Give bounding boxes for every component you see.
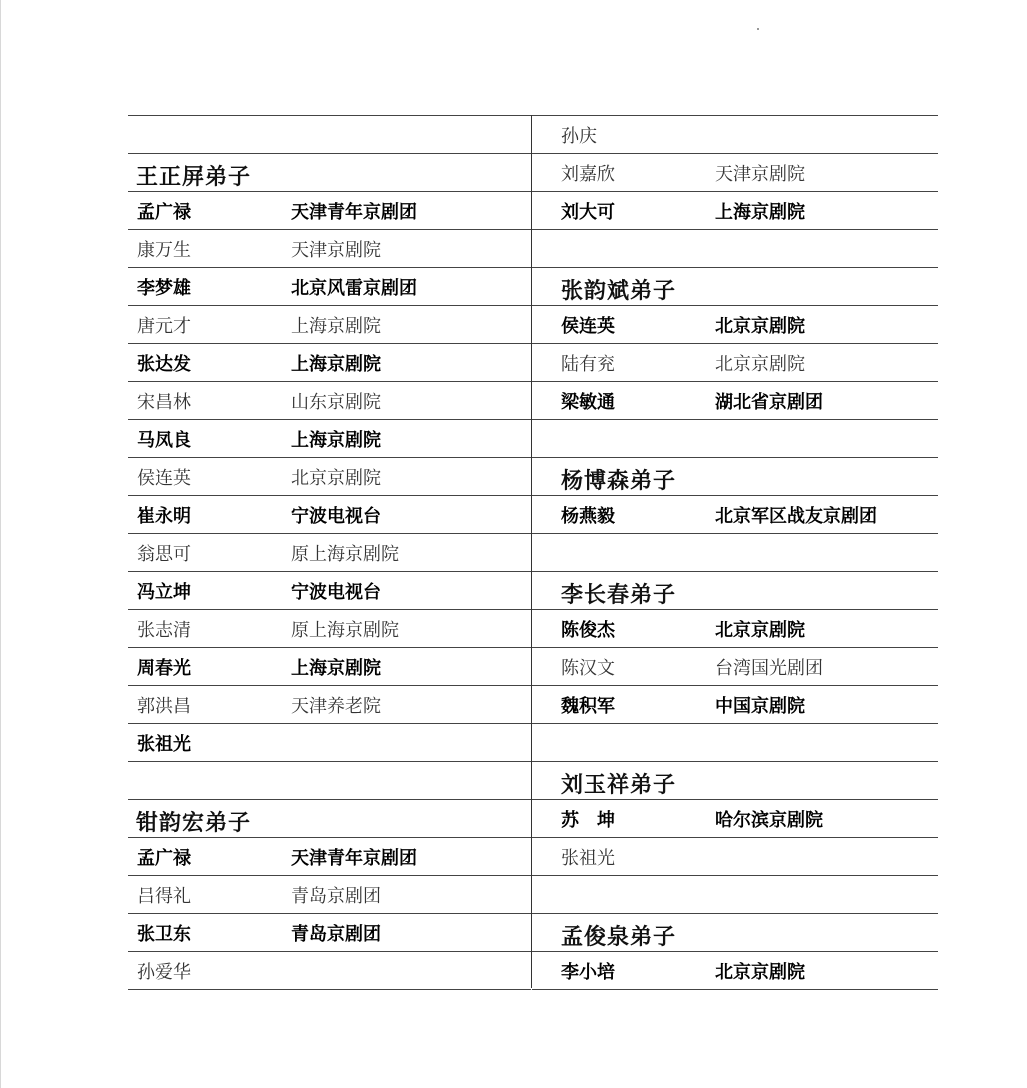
table-row	[532, 115, 938, 154]
table-row	[128, 610, 531, 648]
disciple-name: 李梦雄	[137, 277, 191, 299]
section-heading-row	[532, 268, 938, 306]
left-column	[128, 115, 531, 990]
blank-row	[532, 724, 938, 762]
table-row	[128, 534, 531, 572]
disciple-name: 杨燕毅	[561, 505, 615, 527]
disciple-name: 冯立坤	[137, 581, 191, 603]
disciple-name: 周春光	[137, 657, 191, 679]
disciple-name: 孙庆	[561, 125, 597, 147]
disciple-name: 宋昌林	[137, 391, 191, 413]
table-row	[532, 686, 938, 724]
troupe-name: 台湾国光剧团	[715, 657, 823, 679]
disciple-name: 张祖光	[137, 733, 191, 755]
troupe-name: 青岛京剧团	[291, 885, 381, 907]
disciple-name: 陈俊杰	[561, 619, 615, 641]
troupe-name: 上海京剧院	[291, 429, 381, 451]
disciple-name: 吕得礼	[137, 885, 191, 907]
disciple-name: 翁思可	[137, 543, 191, 565]
table-row	[532, 952, 938, 990]
table-row	[128, 382, 531, 420]
page-left-edge	[0, 0, 1, 1088]
disciple-name: 侯连英	[137, 467, 191, 489]
troupe-name: 青岛京剧团	[291, 923, 381, 945]
table-row	[128, 306, 531, 344]
table-row	[532, 154, 938, 192]
table-row	[128, 230, 531, 268]
troupe-name: 湖北省京剧团	[715, 391, 823, 413]
section-heading-row	[532, 572, 938, 610]
section-heading: 张韵斌弟子	[561, 278, 677, 304]
disciple-name: 魏积军	[561, 695, 615, 717]
table-row	[128, 192, 531, 230]
blank-row	[128, 762, 531, 800]
right-column	[532, 115, 938, 990]
disciple-name: 张达发	[137, 353, 191, 375]
disciple-name: 侯连英	[561, 315, 615, 337]
section-heading-row	[532, 458, 938, 496]
troupe-name: 北京京剧院	[715, 315, 805, 337]
section-heading: 钳韵宏弟子	[136, 810, 252, 836]
table-row	[532, 496, 938, 534]
disciple-name: 唐元才	[137, 315, 191, 337]
table-row	[128, 496, 531, 534]
section-heading: 李长春弟子	[561, 582, 677, 608]
table-row	[532, 800, 938, 838]
disciple-name: 张卫东	[137, 923, 191, 945]
disciple-name: 孙爱华	[137, 961, 191, 983]
troupe-name: 天津养老院	[291, 695, 381, 717]
disciple-name: 陆有兖	[561, 353, 615, 375]
troupe-name: 哈尔滨京剧院	[715, 809, 823, 831]
table-row	[128, 572, 531, 610]
disciple-name: 苏 坤	[561, 809, 615, 831]
troupe-name: 北京京剧院	[715, 619, 805, 641]
table-row	[128, 838, 531, 876]
blank-row	[128, 115, 531, 154]
disciple-name: 刘嘉欣	[561, 163, 615, 185]
section-heading: 孟俊泉弟子	[561, 924, 677, 950]
troupe-name: 原上海京剧院	[291, 543, 399, 565]
section-heading: 王正屏弟子	[136, 164, 252, 190]
table-row	[532, 648, 938, 686]
troupe-name: 上海京剧院	[291, 657, 381, 679]
table-row	[532, 382, 938, 420]
blank-row	[532, 420, 938, 458]
troupe-name: 北京风雷京剧团	[291, 277, 417, 299]
disciple-name: 张祖光	[561, 847, 615, 869]
troupe-name: 上海京剧院	[291, 353, 381, 375]
troupe-name: 北京军区战友京剧团	[715, 505, 877, 527]
troupe-name: 宁波电视台	[291, 581, 381, 603]
blank-row	[532, 534, 938, 572]
section-heading-row	[128, 154, 531, 192]
troupe-name: 上海京剧院	[715, 201, 805, 223]
section-heading-row	[532, 762, 938, 800]
troupe-name: 宁波电视台	[291, 505, 381, 527]
blank-row	[532, 230, 938, 268]
troupe-name: 中国京剧院	[715, 695, 805, 717]
disciple-name: 孟广禄	[137, 847, 191, 869]
blank-row	[532, 876, 938, 914]
section-heading-row	[128, 800, 531, 838]
troupe-name: 天津京剧院	[291, 239, 381, 261]
troupe-name: 北京京剧院	[715, 961, 805, 983]
troupe-name: 山东京剧院	[291, 391, 381, 413]
troupe-name: 北京京剧院	[715, 353, 805, 375]
table-row	[128, 268, 531, 306]
table-row	[128, 648, 531, 686]
troupe-name: 天津京剧院	[715, 163, 805, 185]
table-row	[128, 686, 531, 724]
disciple-name: 崔永明	[137, 505, 191, 527]
troupe-name: 北京京剧院	[291, 467, 381, 489]
disciple-name: 郭洪昌	[137, 695, 191, 717]
table-row	[532, 344, 938, 382]
troupe-name: 原上海京剧院	[291, 619, 399, 641]
disciple-name: 孟广禄	[137, 201, 191, 223]
troupe-name: 天津青年京剧团	[291, 201, 417, 223]
section-heading: 刘玉祥弟子	[561, 772, 677, 798]
table-row	[128, 914, 531, 952]
table-row	[532, 306, 938, 344]
table-row	[128, 344, 531, 382]
table-row	[128, 458, 531, 496]
disciple-name: 陈汉文	[561, 657, 615, 679]
troupe-name: 上海京剧院	[291, 315, 381, 337]
table-row	[128, 724, 531, 762]
section-heading: 杨博森弟子	[561, 468, 677, 494]
disciple-name: 张志清	[137, 619, 191, 641]
table-row	[532, 838, 938, 876]
table-row	[532, 610, 938, 648]
disciple-name: 康万生	[137, 239, 191, 261]
table-row	[128, 952, 531, 990]
troupe-name: 天津青年京剧团	[291, 847, 417, 869]
table-row	[128, 420, 531, 458]
disciple-name: 刘大可	[561, 201, 615, 223]
disciple-name: 李小培	[561, 961, 615, 983]
scan-speck	[757, 28, 759, 30]
section-heading-row	[532, 914, 938, 952]
disciple-name: 马凤良	[137, 429, 191, 451]
table-row	[128, 876, 531, 914]
table-row	[532, 192, 938, 230]
disciple-name: 梁敏通	[561, 391, 615, 413]
